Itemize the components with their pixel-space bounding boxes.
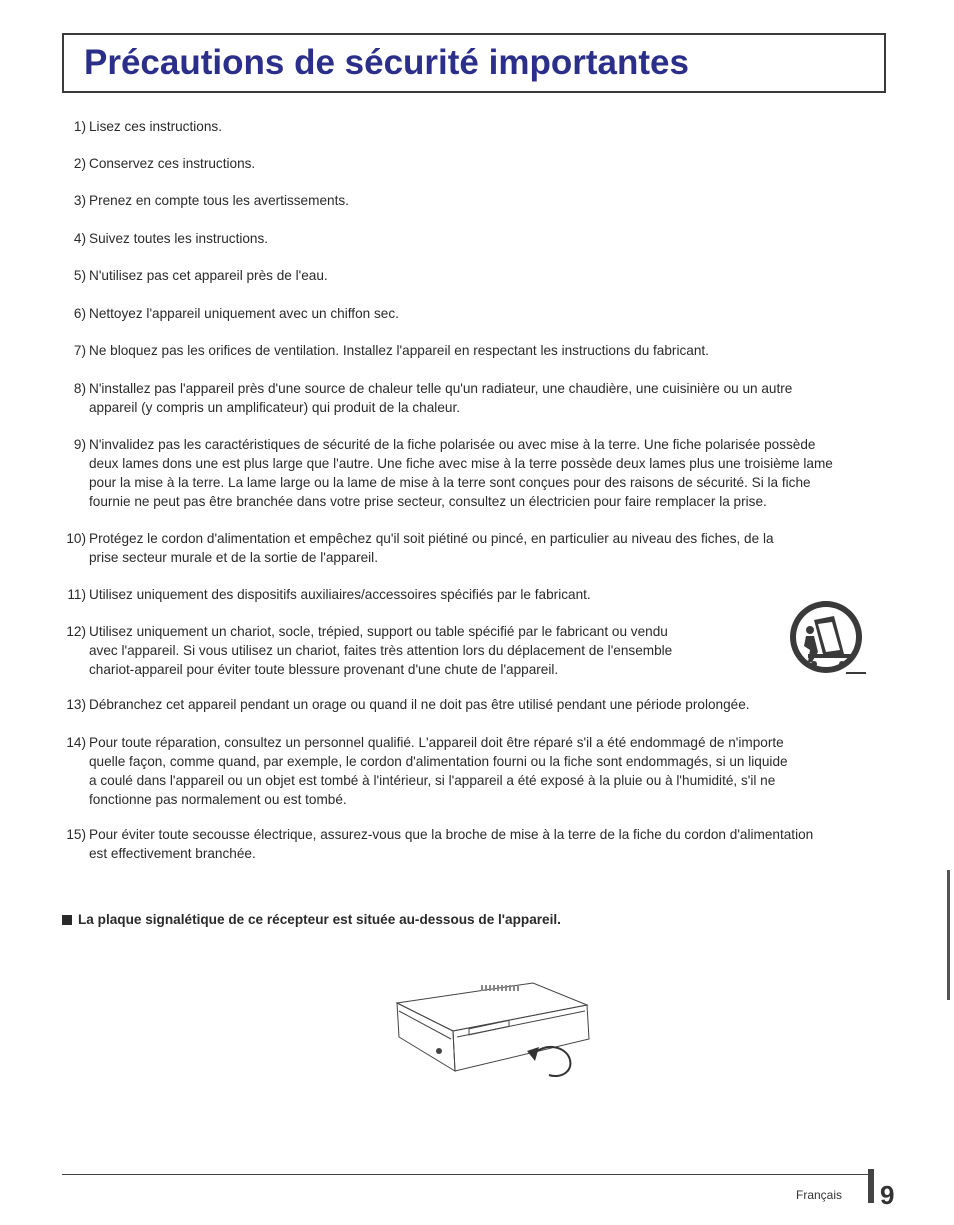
page-number-bar (868, 1169, 874, 1203)
item-text (89, 117, 222, 136)
item-text (89, 529, 774, 567)
item-text (89, 622, 672, 679)
footer-rule (62, 1174, 870, 1175)
item-text (89, 191, 349, 210)
item-line: Nettoyez l'appareil uniquement avec un chiffon sec. (89, 306, 399, 321)
item-number: 11) (67, 587, 86, 602)
page-title: Précautions de sécurité importantes (84, 43, 689, 82)
item-number: 1) (73, 119, 86, 134)
item-text (89, 825, 813, 863)
item-text (89, 695, 750, 714)
rating-plate-note (62, 912, 561, 927)
item-number: 9) (73, 437, 86, 452)
item-line: Débranchez cet appareil pendant un orage ou quand il ne doit pas être utilisé pendant une période prolongée. (89, 697, 750, 712)
item-line: chariot-appareil pour éviter toute blessure provenant d'une chute de l'appareil. (89, 662, 559, 677)
item-line: fournie ne peut pas être branchée dans votre prise secteur, consultez un électricien pour faire remplacer la prise. (89, 494, 767, 509)
item-text (89, 341, 709, 360)
item-text (89, 229, 268, 248)
item-line: fonctionne pas normalement ou est tombé. (89, 792, 347, 807)
item-number: 13) (66, 697, 86, 712)
item-line: avec l'appareil. Si vous utilisez un chariot, faites très attention lors du déplacement de l'ensemble (89, 643, 673, 658)
item-line: Protégez le cordon d'alimentation et empêchez qu'il soit piétiné ou pincé, en particulier au niveau des fiches, de la (89, 531, 774, 546)
item-number: 10) (66, 531, 86, 546)
item-text (89, 304, 399, 323)
item-line: Utilisez uniquement un chariot, socle, trépied, support ou table spécifié par le fabricant ou vendu (89, 624, 668, 639)
item-text (89, 379, 792, 417)
item-line: N'installez pas l'appareil près d'une source de chaleur telle qu'un radiateur, une chaudière, une cuisinière ou un autre (89, 381, 793, 396)
item-line: N'utilisez pas cet appareil près de l'eau. (89, 268, 328, 283)
title-box (62, 33, 886, 93)
item-line: deux lames dons une est plus large que l'autre. Une fiche avec mise à la terre possède deux lames plus une troisième lame (89, 456, 833, 471)
item-line: Utilisez uniquement des dispositifs auxiliaires/accessoires spécifiés par le fabricant. (89, 587, 591, 602)
item-line: Suivez toutes les instructions. (89, 231, 269, 246)
item-number: 2) (73, 156, 86, 171)
note-text: La plaque signalétique de ce récepteur est située au-dessous de l'appareil. (78, 912, 561, 927)
page-number: 9 (880, 1180, 895, 1210)
item-number: 12) (66, 624, 86, 639)
item-line: a coulé dans l'appareil ou un objet est tombé à l'intérieur, si l'appareil a été exposé à la pluie ou à l'humidité, s'il ne (89, 773, 776, 788)
edge-mark (947, 870, 950, 1000)
item-text (89, 733, 788, 809)
item-line: Pour toute réparation, consultez un personnel qualifié. L'appareil doit être réparé s'il a été endommagé de n'importe (89, 735, 784, 750)
footer-language: Français (796, 1188, 843, 1202)
item-text (89, 266, 328, 285)
item-line: Conservez ces instructions. (89, 156, 256, 171)
item-line: N'invalidez pas les caractéristiques de sécurité de la fiche polarisée ou avec mise à la terre. Une fiche polarisée possède (89, 437, 816, 452)
item-line: Ne bloquez pas les orifices de ventilation. Installez l'appareil en respectant les instructions du fabricant. (89, 343, 709, 358)
item-number: 6) (73, 306, 86, 321)
item-text (89, 585, 591, 604)
item-text (89, 435, 833, 511)
item-line: appareil (y compris un amplificateur) qui produit de la chaleur. (89, 400, 460, 415)
item-number: 15) (66, 827, 86, 842)
item-text (89, 154, 255, 173)
item-line: Pour éviter toute secousse électrique, assurez-vous que la broche de mise à la terre de la fiche du cordon d'alimentation (89, 827, 814, 842)
item-line: quelle façon, comme quand, par exemple, le cordon d'alimentation fourni ou la fiche sont endommagés, si un liquide (89, 754, 788, 769)
item-number: 8) (73, 381, 86, 396)
item-number: 14) (66, 735, 86, 750)
item-line: Prenez en compte tous les avertissements. (89, 193, 349, 208)
item-number: 4) (73, 231, 86, 246)
bullet-square-icon (62, 915, 72, 925)
cart-warning-icon (784, 600, 870, 678)
item-number: 3) (73, 193, 86, 208)
item-line: prise secteur murale et de la sortie de l'appareil. (89, 550, 378, 565)
receiver-device-illustration (393, 975, 593, 1085)
item-number: 7) (73, 343, 86, 358)
item-line: est effectivement branchée. (89, 846, 256, 861)
item-line: Lisez ces instructions. (89, 119, 222, 134)
item-line: pour la mise à la terre. La lame large ou la lame de mise à la terre sont conçues pour des raisons de sécurité. Si la fiche (89, 475, 811, 490)
item-number: 5) (73, 268, 86, 283)
